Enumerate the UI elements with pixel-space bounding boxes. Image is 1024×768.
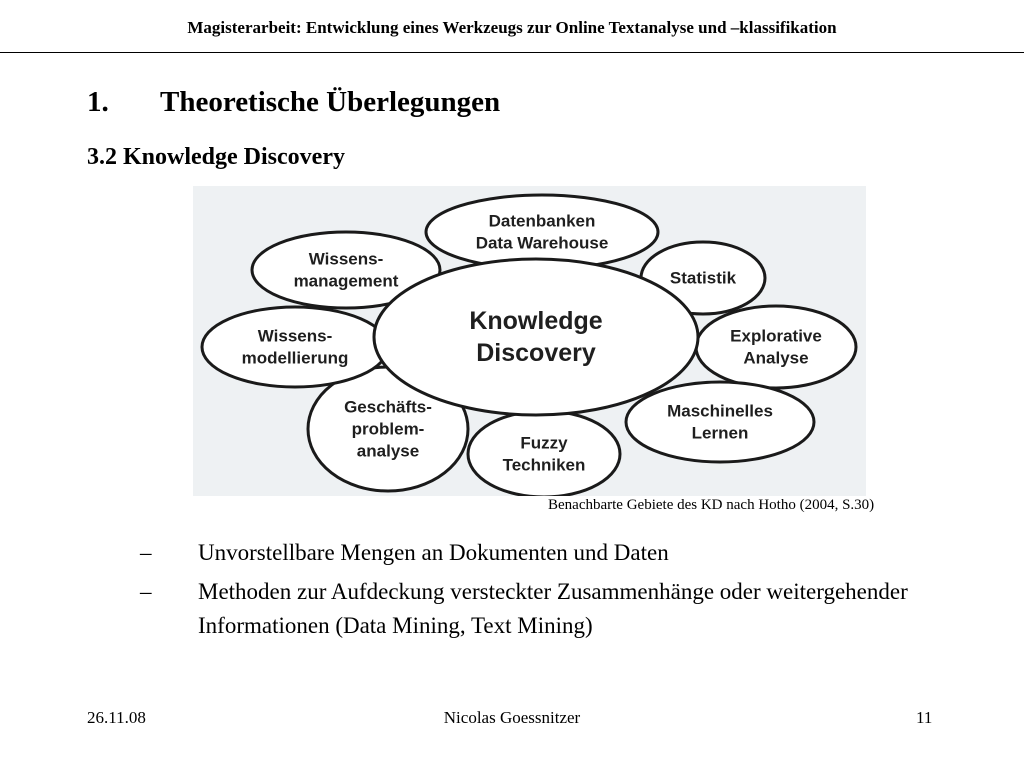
diagram-node-label: Lernen xyxy=(691,423,749,443)
diagram-node-label: Techniken xyxy=(502,455,586,475)
diagram-node-label: Geschäfts- xyxy=(344,397,432,417)
bullet-item xyxy=(140,536,940,571)
node-explorative-analyse xyxy=(696,306,856,388)
diagram-node-label: Fuzzy xyxy=(520,433,568,453)
node-fuzzy-techniken xyxy=(468,411,620,496)
diagram-node-label: Datenbanken xyxy=(488,211,596,231)
section-heading xyxy=(87,86,500,119)
diagram-node-label: management xyxy=(293,271,399,291)
bullet-dash: – xyxy=(140,540,152,565)
diagram-caption: Benachbarte Gebiete des KD nach Hotho (2004, S.30) xyxy=(548,497,875,513)
diagram-node-label: Data Warehouse xyxy=(475,233,609,253)
bullet-item xyxy=(140,575,940,644)
bullet-list xyxy=(140,536,940,648)
node-wissensmodellierung xyxy=(202,307,388,387)
subsection-title: 3.2 Knowledge Discovery xyxy=(87,144,345,170)
diagram-node-label: analyse xyxy=(356,441,420,461)
node-knowledge-discovery xyxy=(374,259,698,415)
diagram-svg xyxy=(193,186,866,496)
diagram-node-label: problem- xyxy=(351,419,425,439)
bullet-text: Unvorstellbare Mengen an Dokumenten und Daten xyxy=(198,540,669,565)
header-title: Magisterarbeit: Entwicklung eines Werkzeugs zur Online Textanalyse und –klassifikation xyxy=(187,18,837,37)
diagram-node-label: Discovery xyxy=(476,339,596,367)
node-maschinelles-lernen xyxy=(626,382,814,462)
diagram-node-label: Maschinelles xyxy=(667,401,773,421)
header-divider xyxy=(0,52,1024,53)
footer-date: 26.11.08 xyxy=(87,708,146,727)
section-number: 1. xyxy=(87,86,109,118)
footer-page-number: 11 xyxy=(916,708,933,727)
diagram-node-label: Knowledge xyxy=(469,307,603,335)
diagram-node-label: Wissens- xyxy=(308,249,384,269)
diagram-node-label: Explorative xyxy=(730,326,822,346)
bullet-dash: – xyxy=(140,578,152,604)
diagram-node-label: modellierung xyxy=(241,348,349,368)
bullet-text: Methoden zur Aufdeckung versteckter Zusammenhänge oder weitergehender Informationen (Data Mining, Text Mining) xyxy=(198,578,908,638)
knowledge-discovery-diagram xyxy=(193,186,866,496)
diagram-node-label: Analyse xyxy=(743,348,809,368)
diagram-node-label: Statistik xyxy=(669,268,737,288)
footer-author: Nicolas Goessnitzer xyxy=(443,708,581,727)
section-title: Theoretische Überlegungen xyxy=(160,86,501,118)
diagram-node-label: Wissens- xyxy=(257,326,333,346)
